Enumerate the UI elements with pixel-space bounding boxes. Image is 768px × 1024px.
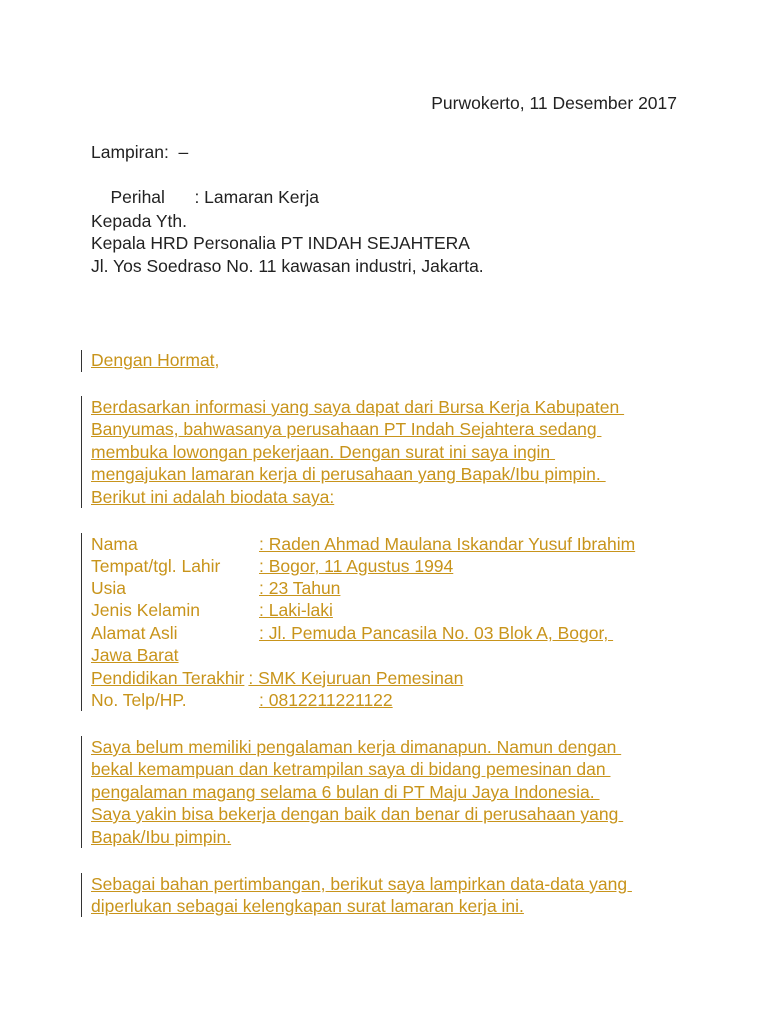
bio-value: : Bogor, 11 Agustus 1994 <box>259 556 454 576</box>
bio-label: No. Telp/HP. <box>91 690 187 710</box>
para1-line: mengajukan lamaran kerja di perusahaan yang Bapak/Ibu pimpin. <box>91 464 606 484</box>
para1-line: Banyumas, bahwasanya perusahaan PT Indah Sejahtera sedang <box>91 419 602 439</box>
para2-line: Bapak/Ibu pimpin. <box>91 827 232 847</box>
date-line: Purwokerto, 11 Desember 2017 <box>431 93 677 113</box>
bio-row-telp <box>91 689 393 712</box>
perihal-value: : Lamaran Kerja <box>194 186 319 207</box>
change-bar <box>81 873 82 917</box>
bio-row-ttl <box>91 555 453 578</box>
bio-label: Pendidikan Terakhir <box>91 668 245 688</box>
bio-label: Alamat Asli <box>91 623 178 643</box>
bio-value: : 23 Tahun <box>259 578 341 598</box>
change-bar <box>81 736 82 848</box>
bio-row-nama <box>91 533 635 556</box>
bio-value: : Raden Ahmad Maulana Iskandar Yusuf Ibrahim <box>259 534 636 554</box>
recipient-address: Jl. Yos Soedraso No. 11 kawasan industri, Jakarta. <box>91 256 484 276</box>
para3-line: diperlukan sebagai kelengkapan surat lamaran kerja ini. <box>91 896 524 916</box>
para1-line: Berdasarkan informasi yang saya dapat dari Bursa Kerja Kabupaten <box>91 397 625 417</box>
perihal-label: Perihal <box>110 186 165 207</box>
bio-row-alamat-cont <box>91 644 179 667</box>
para3-line: Sebagai bahan pertimbangan, berikut saya lampirkan data-data yang <box>91 874 632 894</box>
salutation: Dengan Hormat, <box>91 350 220 370</box>
para2-line: Saya yakin bisa bekerja dengan baik dan benar di perusahaan yang <box>91 804 624 824</box>
bio-label: Tempat/tgl. Lahir <box>91 556 221 576</box>
bio-label: Jenis Kelamin <box>91 600 200 620</box>
bio-label: Nama <box>91 534 138 554</box>
recipient-title: Kepala HRD Personalia PT INDAH SEJAHTERA <box>91 233 470 253</box>
para1-line: membuka lowongan pekerjaan. Dengan surat ini saya ingin <box>91 442 556 462</box>
bio-value: : Laki-laki <box>259 600 333 620</box>
change-bar <box>81 533 82 711</box>
bio-value: : Jl. Pemuda Pancasila No. 03 Blok A, Bogor, <box>259 623 614 643</box>
recipient-greeting: Kepada Yth. <box>91 211 188 231</box>
bio-row-kelamin <box>91 599 333 622</box>
bio-value: : 0812211221122 <box>259 690 393 710</box>
change-bar <box>81 396 82 508</box>
bio-label: Usia <box>91 578 127 598</box>
bio-row-alamat <box>91 622 613 645</box>
bio-value: Jawa Barat <box>91 645 179 665</box>
para2-line: Saya belum memiliki pengalaman kerja dimanapun. Namun dengan <box>91 737 622 757</box>
lampiran-line: Lampiran: – <box>91 142 189 162</box>
para1-line: Berikut ini adalah biodata saya: <box>91 487 335 507</box>
bio-row-usia <box>91 577 340 600</box>
para2-line: pengalaman magang selama 6 bulan di PT Maju Jaya Indonesia. <box>91 782 600 802</box>
change-bar <box>81 350 82 372</box>
bio-value: : SMK Kejuruan Pemesinan <box>248 668 464 688</box>
bio-row-pendidikan <box>91 667 463 690</box>
para2-line: bekal kemampuan dan ketrampilan saya di bidang pemesinan dan <box>91 759 611 779</box>
